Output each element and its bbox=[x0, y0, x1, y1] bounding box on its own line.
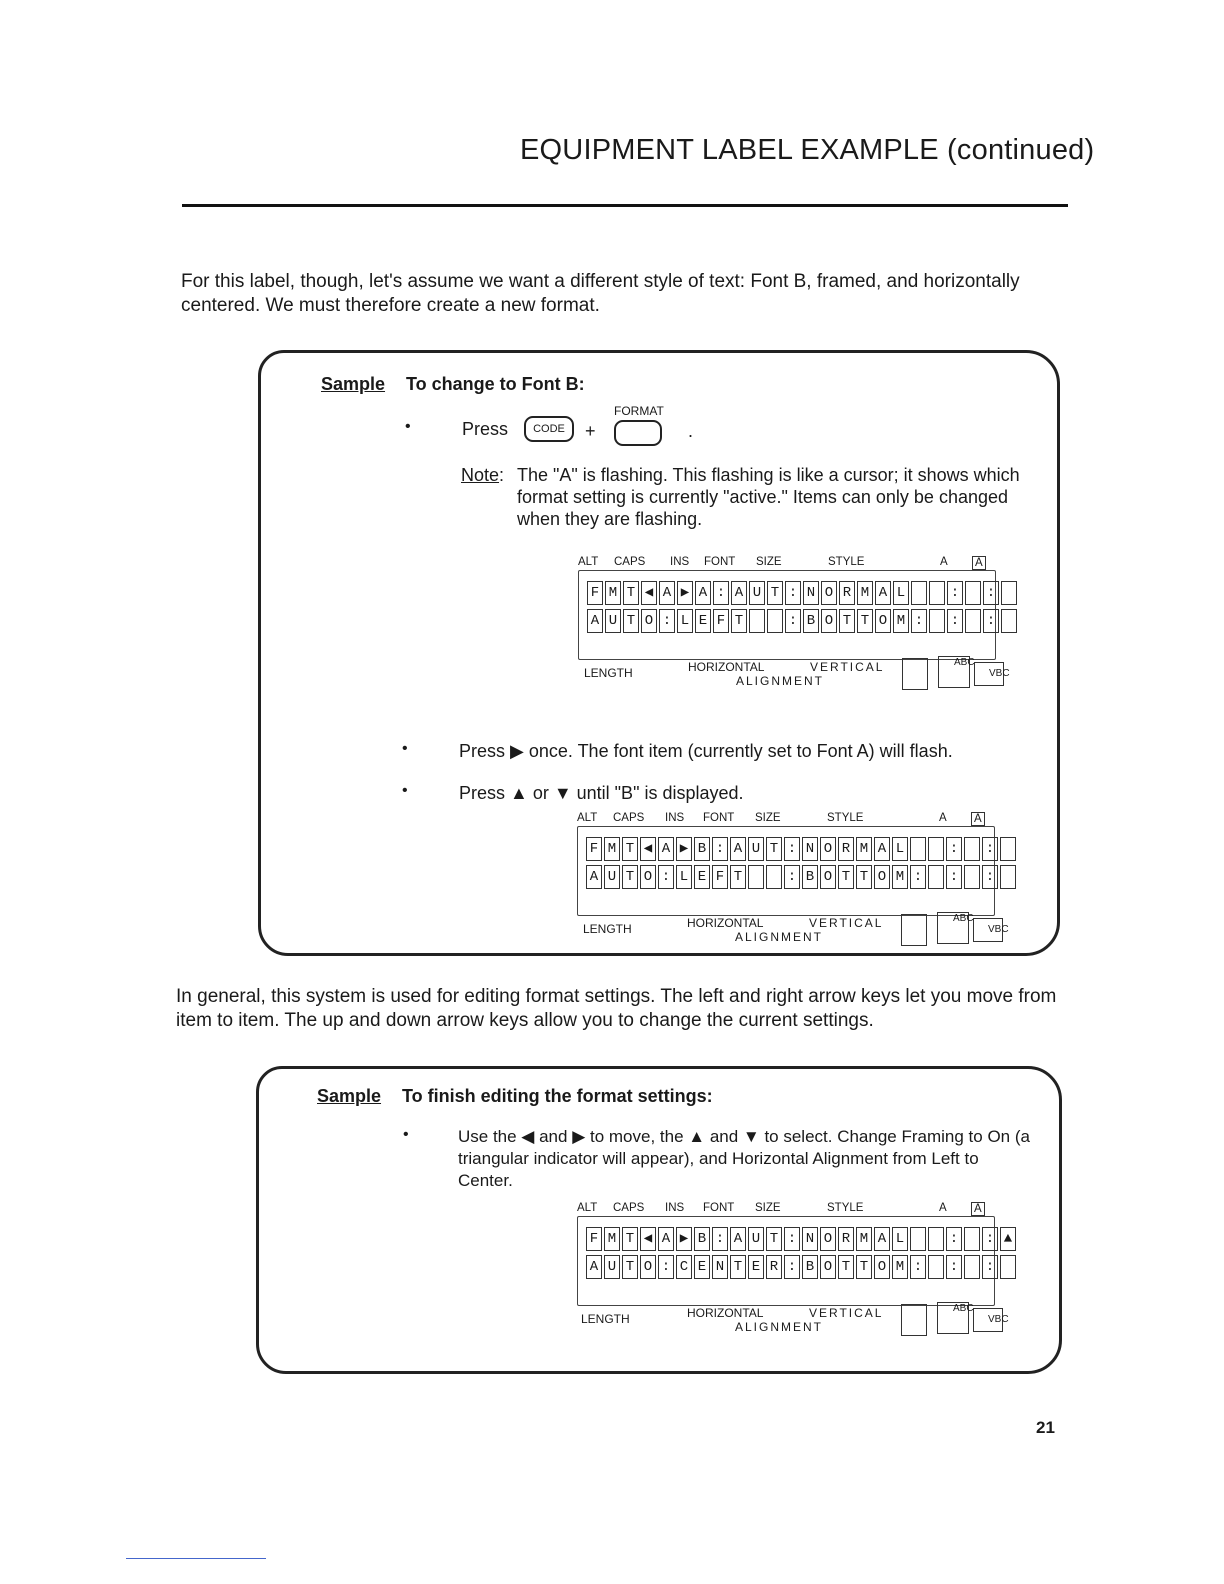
lcd-cell: T bbox=[766, 1227, 782, 1251]
lcd-label-font: FONT bbox=[703, 812, 735, 824]
lcd-cell: ◀ bbox=[640, 1227, 656, 1251]
lcd-cell bbox=[928, 1255, 944, 1279]
vbc-frame-icon: VBC bbox=[973, 918, 1003, 942]
lcd-cell: ◀ bbox=[640, 837, 656, 861]
lcd-cell: A bbox=[874, 837, 890, 861]
lcd-cell: ▲ bbox=[1000, 1227, 1016, 1251]
lcd-cell: A bbox=[695, 581, 711, 605]
lcd-cell bbox=[964, 1227, 980, 1251]
lcd-cell: E bbox=[694, 1255, 710, 1279]
lcd-cell: F bbox=[712, 865, 728, 889]
lcd-cell bbox=[1000, 865, 1016, 889]
lcd-cell: A bbox=[658, 837, 674, 861]
lcd-cell: A bbox=[730, 837, 746, 861]
lcd-cell bbox=[766, 865, 782, 889]
lcd-cell: A bbox=[587, 609, 603, 633]
general-paragraph: In general, this system is used for editing format settings. The left and right arrow keys let you move from item to item. The up and down arrow keys allow you to change the current settings. bbox=[176, 986, 1057, 1031]
lcd-cell: R bbox=[766, 1255, 782, 1279]
lcd-label-ins: INS bbox=[665, 812, 685, 824]
lcd-label-a: A bbox=[940, 556, 948, 568]
lcd-row-1 bbox=[586, 837, 1016, 861]
lcd-label-a: A bbox=[939, 812, 947, 824]
lcd-cell: M bbox=[604, 837, 620, 861]
lcd-label-font: FONT bbox=[704, 556, 736, 568]
lcd-cell: : bbox=[785, 581, 801, 605]
finish-step-text: Use the ◀ and ▶ to move, the ▲ and ▼ to select. Change Framing to On (a triangular indicator will appear), and Horizontal Alignment from Left to Center. bbox=[458, 1127, 1030, 1190]
lcd-cell: F bbox=[586, 1227, 602, 1251]
lcd-cell bbox=[964, 1255, 980, 1279]
lcd-cell: T bbox=[767, 581, 783, 605]
lcd-cell: A bbox=[731, 581, 747, 605]
sample-heading: To change to Font B: bbox=[406, 374, 585, 394]
vbc-frame-icon: VBC bbox=[974, 662, 1004, 686]
lcd-label-alt: ALT bbox=[577, 812, 598, 824]
lcd-cell: E bbox=[748, 1255, 764, 1279]
note-text: The "A" is flashing. This flashing is like a cursor; it shows which format setting is currently "active." Items can only be changed when they are flashing. bbox=[517, 465, 1020, 529]
format-key-label: FORMAT bbox=[614, 404, 664, 418]
lcd-cell: T bbox=[622, 1255, 638, 1279]
lcd-cell: R bbox=[839, 581, 855, 605]
lcd-cell: M bbox=[604, 1227, 620, 1251]
lcd-cell bbox=[1001, 609, 1017, 633]
lcd-cell: E bbox=[694, 865, 710, 889]
lcd-cell: A bbox=[875, 581, 891, 605]
format-key-icon bbox=[614, 420, 662, 446]
lcd-row-1 bbox=[586, 1227, 1016, 1251]
lcd-cell: T bbox=[857, 609, 873, 633]
lcd-cell: : bbox=[946, 837, 962, 861]
lcd-label-a-boxed: A bbox=[971, 1202, 985, 1216]
lcd-cell bbox=[965, 609, 981, 633]
lcd-cell: : bbox=[910, 865, 926, 889]
lcd-cell: F bbox=[587, 581, 603, 605]
lcd-cell: A bbox=[730, 1227, 746, 1251]
lcd-cell: : bbox=[982, 1227, 998, 1251]
lcd-cell bbox=[1001, 581, 1017, 605]
lcd-cell: U bbox=[748, 837, 764, 861]
lcd-cell: : bbox=[658, 1255, 674, 1279]
step-press-up-down: Press ▲ or ▼ until "B" is displayed. bbox=[459, 783, 744, 803]
lcd-cell: : bbox=[947, 581, 963, 605]
lcd-cell bbox=[928, 1227, 944, 1251]
lcd-cell: T bbox=[622, 865, 638, 889]
lcd-cell: ▶ bbox=[677, 581, 693, 605]
bullet: • bbox=[403, 1126, 409, 1143]
lcd-cell: : bbox=[784, 865, 800, 889]
lcd-cell: T bbox=[838, 865, 854, 889]
lcd-cell: T bbox=[856, 1255, 872, 1279]
lcd-cell bbox=[767, 609, 783, 633]
lcd-cell: O bbox=[820, 1255, 836, 1279]
code-key-icon: CODE bbox=[524, 416, 574, 442]
lcd-label-vertical: VERTICAL bbox=[809, 916, 884, 930]
lcd-cell: ◀ bbox=[641, 581, 657, 605]
lcd-cell: : bbox=[784, 837, 800, 861]
lcd-cell: M bbox=[893, 609, 909, 633]
lcd-cell: O bbox=[640, 1255, 656, 1279]
lcd-cell: E bbox=[695, 609, 711, 633]
lcd-cell: : bbox=[911, 609, 927, 633]
lcd-cell: M bbox=[856, 837, 872, 861]
lcd-label-size: SIZE bbox=[755, 1202, 781, 1214]
lcd-cell: : bbox=[983, 609, 999, 633]
lcd-label-length: LENGTH bbox=[583, 922, 632, 936]
lcd-cell bbox=[928, 837, 944, 861]
sample-label: Sample bbox=[317, 1086, 382, 1106]
vertical-text-icon bbox=[901, 1304, 927, 1336]
lcd-cell: T bbox=[623, 609, 639, 633]
lcd-cell: N bbox=[802, 837, 818, 861]
lcd-label-style: STYLE bbox=[827, 1202, 864, 1214]
lcd-cell: : bbox=[982, 1255, 998, 1279]
lcd-cell: O bbox=[874, 1255, 890, 1279]
bullet: • bbox=[402, 782, 408, 799]
lcd-cell: M bbox=[892, 865, 908, 889]
lcd-cell: : bbox=[785, 609, 801, 633]
lcd-cell: : bbox=[712, 837, 728, 861]
lcd-cell: B bbox=[803, 609, 819, 633]
lcd-label-vertical: VERTICAL bbox=[809, 1306, 884, 1320]
lcd-cell: M bbox=[856, 1227, 872, 1251]
lcd-label-a: A bbox=[939, 1202, 947, 1214]
lcd-label-length: LENGTH bbox=[584, 666, 633, 680]
lcd-cell: F bbox=[586, 837, 602, 861]
lcd-cell: O bbox=[821, 609, 837, 633]
press-period: . bbox=[688, 421, 694, 441]
lcd-label-alignment: ALIGNMENT bbox=[735, 1320, 824, 1334]
lcd-cell: T bbox=[622, 1227, 638, 1251]
page-title: EQUIPMENT LABEL EXAMPLE (continued) bbox=[520, 134, 1095, 166]
lcd-label-alt: ALT bbox=[578, 556, 599, 568]
lcd-label-alt: ALT bbox=[577, 1202, 598, 1214]
lcd-cell: N bbox=[803, 581, 819, 605]
lcd-cell: L bbox=[893, 581, 909, 605]
lcd-cell bbox=[748, 865, 764, 889]
lcd-cell bbox=[910, 837, 926, 861]
lcd-cell: N bbox=[802, 1227, 818, 1251]
lcd-cell: F bbox=[713, 609, 729, 633]
lcd-cell: N bbox=[712, 1255, 728, 1279]
vbc-frame-icon: VBC bbox=[973, 1308, 1003, 1332]
lcd-cell: O bbox=[821, 581, 837, 605]
lcd-cell: O bbox=[875, 609, 891, 633]
lcd-label-length: LENGTH bbox=[581, 1312, 630, 1326]
lcd-label-size: SIZE bbox=[756, 556, 782, 568]
lcd-cell: T bbox=[730, 1255, 746, 1279]
plus-sign: + bbox=[585, 421, 596, 441]
title-rule bbox=[182, 204, 1068, 207]
lcd-cell: U bbox=[748, 1227, 764, 1251]
lcd-cell: U bbox=[604, 865, 620, 889]
lcd-cell: B bbox=[802, 865, 818, 889]
lcd-cell: A bbox=[659, 581, 675, 605]
lcd-cell bbox=[1000, 837, 1016, 861]
lcd-label-caps: CAPS bbox=[614, 556, 646, 568]
lcd-cell: : bbox=[982, 837, 998, 861]
lcd-cell: L bbox=[676, 865, 692, 889]
lcd-cell bbox=[911, 581, 927, 605]
lcd-label-ins: INS bbox=[670, 556, 690, 568]
lcd-label-horizontal: HORIZONTAL bbox=[687, 1306, 764, 1320]
lcd-cell bbox=[928, 865, 944, 889]
press-label: Press bbox=[462, 419, 509, 439]
lcd-cell bbox=[929, 581, 945, 605]
lcd-label-size: SIZE bbox=[755, 812, 781, 824]
lcd-cell: : bbox=[713, 581, 729, 605]
lcd-cell: T bbox=[622, 837, 638, 861]
lcd-screen bbox=[577, 1216, 1013, 1306]
lcd-label-horizontal: HORIZONTAL bbox=[688, 660, 765, 674]
lcd-cell bbox=[964, 865, 980, 889]
lcd-cell: T bbox=[856, 865, 872, 889]
lcd-cell: R bbox=[838, 1227, 854, 1251]
lcd-cell: : bbox=[910, 1255, 926, 1279]
lcd-cell: ▶ bbox=[676, 1227, 692, 1251]
lcd-cell: : bbox=[784, 1227, 800, 1251]
lcd-display-3 bbox=[577, 1202, 1013, 1342]
intro-paragraph: For this label, though, let's assume we want a different style of text: Font B, framed, and horizontally centered. We must therefore create a new format. bbox=[181, 271, 1020, 316]
lcd-cell bbox=[964, 837, 980, 861]
lcd-row-2 bbox=[586, 1255, 1016, 1279]
lcd-cell: C bbox=[676, 1255, 692, 1279]
lcd-cell: : bbox=[784, 1255, 800, 1279]
lcd-cell: ▶ bbox=[676, 837, 692, 861]
abc-frame-icon: ABC bbox=[938, 656, 970, 688]
lcd-display-2 bbox=[577, 812, 1009, 952]
lcd-cell: : bbox=[946, 1227, 962, 1251]
sample-label: Sample bbox=[321, 374, 386, 394]
lcd-cell: O bbox=[820, 837, 836, 861]
lcd-cell: U bbox=[749, 581, 765, 605]
lcd-cell: B bbox=[694, 837, 710, 861]
lcd-cell: L bbox=[892, 837, 908, 861]
lcd-cell: O bbox=[874, 865, 890, 889]
lcd-cell: L bbox=[677, 609, 693, 633]
abc-frame-icon: ABC bbox=[937, 912, 969, 944]
note-label: Note: bbox=[461, 465, 505, 485]
vertical-text-icon bbox=[901, 914, 927, 946]
lcd-cell: M bbox=[857, 581, 873, 605]
lcd-cell: : bbox=[659, 609, 675, 633]
lcd-cell bbox=[929, 609, 945, 633]
lcd-cell: : bbox=[983, 581, 999, 605]
sample-heading: To finish editing the format settings: bbox=[402, 1086, 713, 1106]
bullet: • bbox=[405, 418, 411, 435]
lcd-label-caps: CAPS bbox=[613, 1202, 645, 1214]
lcd-cell: T bbox=[766, 837, 782, 861]
lcd-cell: U bbox=[605, 609, 621, 633]
lcd-cell: M bbox=[892, 1255, 908, 1279]
lcd-cell: B bbox=[802, 1255, 818, 1279]
lcd-cell: A bbox=[586, 1255, 602, 1279]
lcd-label-ins: INS bbox=[665, 1202, 685, 1214]
lcd-cell: R bbox=[838, 837, 854, 861]
lcd-screen bbox=[578, 570, 996, 660]
lcd-cell bbox=[965, 581, 981, 605]
lcd-label-a-boxed: A bbox=[972, 556, 986, 570]
lcd-cell: A bbox=[586, 865, 602, 889]
lcd-cell: O bbox=[820, 865, 836, 889]
lcd-display-1 bbox=[578, 556, 1010, 696]
page-number: 21 bbox=[1036, 1418, 1055, 1437]
lcd-cell: A bbox=[874, 1227, 890, 1251]
lcd-label-horizontal: HORIZONTAL bbox=[687, 916, 764, 930]
footer-line bbox=[126, 1558, 266, 1559]
lcd-label-style: STYLE bbox=[827, 812, 864, 824]
vertical-text-icon bbox=[902, 658, 928, 690]
step-press-right: Press ▶ once. The font item (currently set to Font A) will flash. bbox=[459, 741, 953, 761]
lcd-cell: T bbox=[730, 865, 746, 889]
lcd-cell: : bbox=[982, 865, 998, 889]
lcd-cell: : bbox=[947, 609, 963, 633]
lcd-screen bbox=[577, 826, 995, 916]
abc-frame-icon: ABC bbox=[937, 1302, 969, 1334]
lcd-label-style: STYLE bbox=[828, 556, 865, 568]
lcd-cell: O bbox=[820, 1227, 836, 1251]
lcd-cell: B bbox=[694, 1227, 710, 1251]
lcd-cell: : bbox=[946, 1255, 962, 1279]
lcd-cell: O bbox=[640, 865, 656, 889]
lcd-label-a-boxed: A bbox=[971, 812, 985, 826]
lcd-cell: A bbox=[658, 1227, 674, 1251]
lcd-cell: T bbox=[731, 609, 747, 633]
lcd-row-2 bbox=[587, 609, 1017, 633]
bullet: • bbox=[402, 740, 408, 757]
lcd-cell: : bbox=[946, 865, 962, 889]
lcd-cell bbox=[749, 609, 765, 633]
lcd-cell: : bbox=[658, 865, 674, 889]
lcd-cell: T bbox=[839, 609, 855, 633]
lcd-row-2 bbox=[586, 865, 1016, 889]
lcd-cell: : bbox=[712, 1227, 728, 1251]
lcd-cell: M bbox=[605, 581, 621, 605]
lcd-cell: O bbox=[641, 609, 657, 633]
lcd-label-alignment: ALIGNMENT bbox=[735, 930, 824, 944]
lcd-label-font: FONT bbox=[703, 1202, 735, 1214]
lcd-cell bbox=[910, 1227, 926, 1251]
lcd-row-1 bbox=[587, 581, 1017, 605]
lcd-label-vertical: VERTICAL bbox=[810, 660, 885, 674]
lcd-cell bbox=[1000, 1255, 1016, 1279]
lcd-cell: L bbox=[892, 1227, 908, 1251]
lcd-cell: T bbox=[838, 1255, 854, 1279]
lcd-label-alignment: ALIGNMENT bbox=[736, 674, 825, 688]
lcd-cell: T bbox=[623, 581, 639, 605]
lcd-cell: U bbox=[604, 1255, 620, 1279]
lcd-label-caps: CAPS bbox=[613, 812, 645, 824]
